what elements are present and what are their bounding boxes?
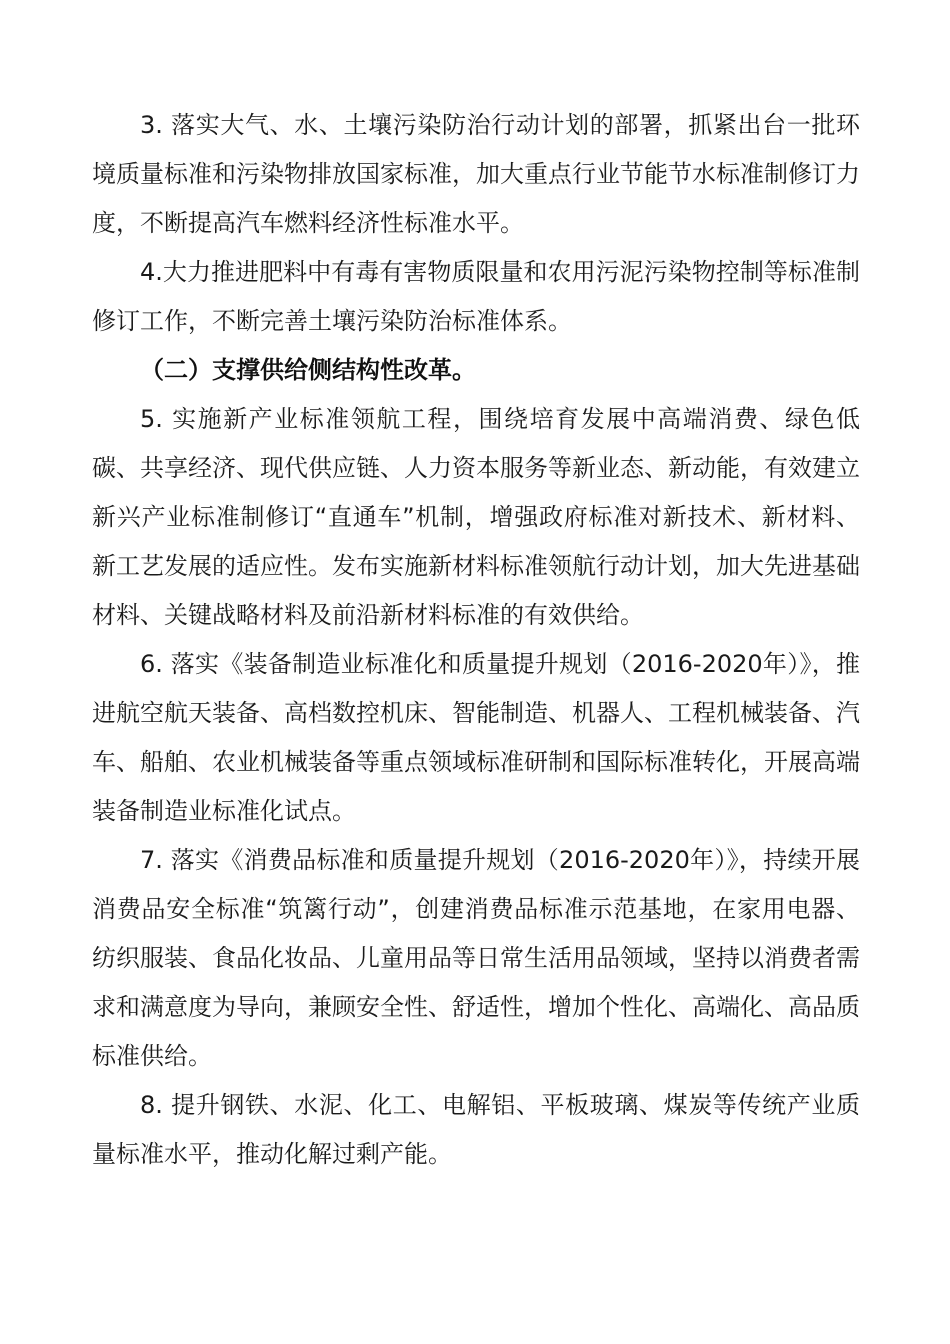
document-body bbox=[92, 101, 860, 1179]
paragraph-item-8: 8. 提升钢铁、水泥、化工、电解铝、平板玻璃、煤炭等传统产业质量标准水平，推动化解过剩产能。 bbox=[92, 1091, 860, 1168]
paragraph-item-7: 7. 落实《消费品标准和质量提升规划（2016-2020年）》，持续开展消费品安全标准“筑篱行动”，创建消费品标准示范基地，在家用电器、纺织服装、食品化妆品、儿童用品等日常生活用品领域，坚持以消费者需求和满意度为导向，兼顾安全性、舒适性，增加个性化、高端化、高品质标准供给。 bbox=[92, 846, 860, 1070]
section-heading-supply-side-reform: （二）支撑供给侧结构性改革。 bbox=[140, 356, 476, 384]
paragraph-item-4: 4.大力推进肥料中有毒有害物质限量和农用污泥污染物控制等标准制修订工作，不断完善土壤污染防治标准体系。 bbox=[92, 258, 860, 335]
paragraph-item-3: 3. 落实大气、水、土壤污染防治行动计划的部署，抓紧出台一批环境质量标准和污染物排放国家标准，加大重点行业节能节水标准制修订力度，不断提高汽车燃料经济性标准水平。 bbox=[92, 111, 860, 237]
paragraph-item-6: 6. 落实《装备制造业标准化和质量提升规划（2016-2020年）》，推进航空航天装备、高档数控机床、智能制造、机器人、工程机械装备、汽车、船舶、农业机械装备等重点领域标准研制和国际标准转化，开展高端装备制造业标准化试点。 bbox=[92, 650, 860, 825]
paragraph-item-5: 5. 实施新产业标准领航工程，围绕培育发展中高端消费、绿色低碳、共享经济、现代供应链、人力资本服务等新业态、新动能，有效建立新兴产业标准制修订“直通车”机制，增强政府标准对新技术、新材料、新工艺发展的适应性。发布实施新材料标准领航行动计划，加大先进基础材料、关键战略材料及前沿新材料标准的有效供给。 bbox=[92, 405, 860, 629]
